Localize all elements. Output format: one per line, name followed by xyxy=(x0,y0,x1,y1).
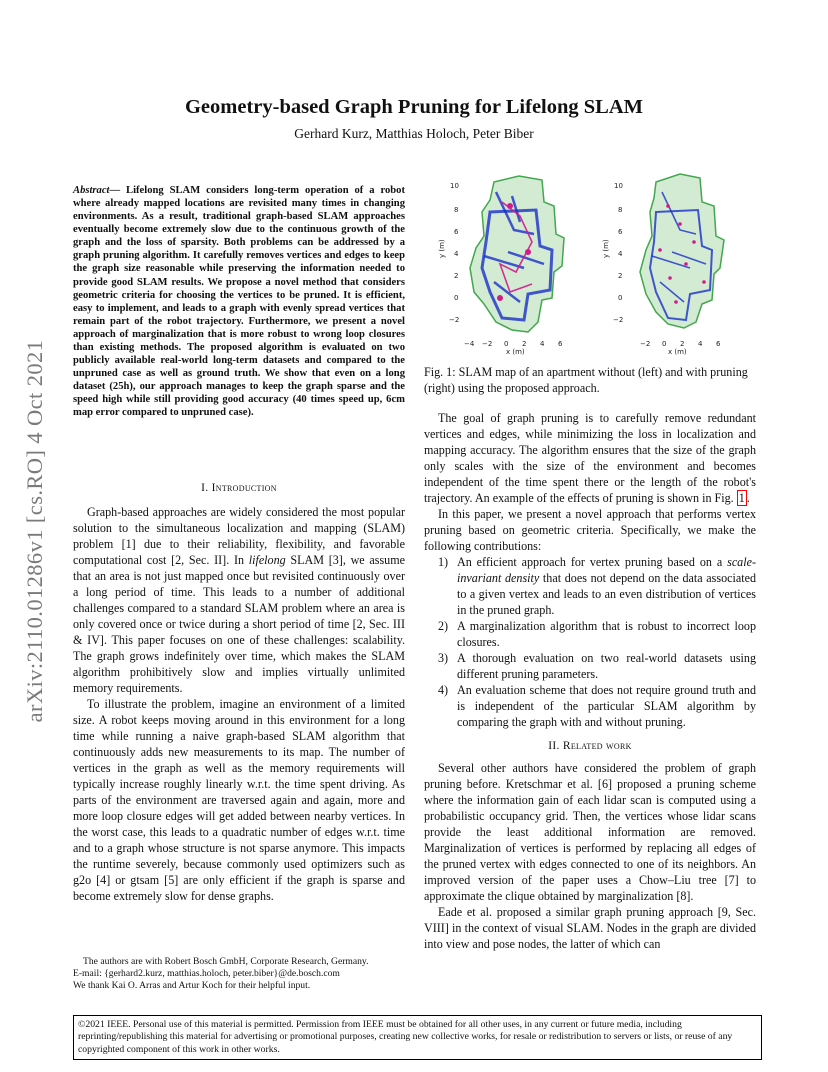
intro-paragraph-1: Graph-based approaches are widely considered the most popular solution to the simultaneous localization and mapping (SLAM) problem [1] due to their reliability, flexibility, and favorable computational cost [2, Sec. II]. In lifelong SLAM [3], we assume that an area is not just mapped once but revisited continuously over a long period of time. This leads to a number of additional challenges compared to a standard SLAM problem where an area is only covered once or twice during a short period of time [2, Sec. III & IV]. This paper focuses on one of these challenges: scalability. The graph grows indefinitely over time, which makes the SLAM algorithm prohibitively slow and implies virtually unlimited memory requirements. xyxy=(73,505,405,695)
left-ytick-6: 6 xyxy=(454,228,459,236)
right-paragraph-4: Eade et al. proposed a similar graph pruning approach [9, Sec. VIII] in the context of visual SLAM. Nodes in the graph are divided into view and pose nodes, the latter of which can xyxy=(424,905,756,951)
left-xlabel: x (m) xyxy=(506,348,525,356)
left-xtick-4: 4 xyxy=(540,340,545,348)
right-ytick-m2: −2 xyxy=(613,316,624,324)
right-paragraph-3: Several other authors have considered the problem of graph pruning before. Kretschmar et al. [6] proposed a pruning scheme where the information gain of each lidar scan is computed using a probabilistic occupancy grid. Then, the vertices whose lidar scans provide the least additional information are removed. Marginalization of vertices is performed by replacing all edges of the pruned vertex with edges connected to one of its neighbors. An improved version of the paper uses a Chow–Liu tree [7] to approximate the clique obtained by marginalization [8]. xyxy=(424,761,756,903)
plot-right-map xyxy=(640,174,724,328)
figure-1-link[interactable]: 1 xyxy=(738,491,745,505)
footnote-email: E-mail: {gerhard2.kurz, matthias.holoch, peter.biber}@de.bosch.com xyxy=(73,968,340,980)
left-xtick-2: 2 xyxy=(522,340,527,348)
copyright-notice: ©2021 IEEE. Personal use of this material is permitted. Permission from IEEE must be obtained for all other uses, in any current or future media, including reprinting/republishing this material for advertising or promotional purposes, creating new collective works, for resale or redistribution to servers or lists, or reuse of any copyrighted component of this work in other works. xyxy=(73,1015,762,1060)
left-ytick-m2: −2 xyxy=(449,316,460,324)
introduction-body xyxy=(73,504,405,904)
right-xtick-0: 0 xyxy=(662,340,667,348)
right-ytick-8: 8 xyxy=(618,206,623,214)
abstract-text: — Lifelong SLAM considers long-term operation of a robot where already mapped locations are revisited many times in changing environments. As a result, traditional graph-based SLAM approaches eventually become extremely slow due to the continuous growth of the graph and the loss of sparsity. Both problems can be addressed by a graph pruning algorithm. It carefully removes vertices and edges to keep the graph size reasonable while preserving the information needed to provide good SLAM results. We propose a novel method that considers geometric criteria for choosing the vertices to be pruned. It is efficient, easy to implement, and leads to a graph with evenly spread vertices that remain part of the robot trajectory. Furthermore, we present a novel approach of marginalization that is more robust to wrong loop closures than existing methods. The proposed algorithm is evaluated on two publicly available real-world long-term datasets and compared to the unpruned case as well as ground truth. We show that even on a long dataset (25h), our approach manages to keep the graph sparse and the speed high while still providing good accuracy (40 times speed up, 6cm map error compared to unpruned case). xyxy=(73,185,405,419)
left-ytick-2: 2 xyxy=(454,272,459,280)
contributions-list xyxy=(424,554,756,730)
left-ytick-8: 8 xyxy=(454,206,459,214)
plot-left-map xyxy=(470,176,564,332)
right-ylabel: y (m) xyxy=(602,239,610,258)
left-ylabel: y (m) xyxy=(438,239,446,258)
figure-1 xyxy=(424,172,756,360)
footnote-affiliation: The authors are with Robert Bosch GmbH, Corporate Research, Germany. xyxy=(83,956,369,967)
right-xtick-m2: −2 xyxy=(640,340,651,348)
right-xtick-4: 4 xyxy=(698,340,703,348)
contribution-item: 2) A marginalization algorithm that is robust to incorrect loop closures. xyxy=(438,619,756,649)
figure-1-caption: Fig. 1: SLAM map of an apartment without (left) and with pruning (right) using the proposed approach. xyxy=(424,365,748,395)
abstract-label: Abstract xyxy=(73,185,110,196)
abstract xyxy=(73,184,405,419)
paper-title: Geometry-based Graph Pruning for Lifelong SLAM xyxy=(184,96,644,118)
right-xtick-6: 6 xyxy=(716,340,721,348)
left-xtick-m2: −2 xyxy=(482,340,493,348)
arxiv-id: arXiv:2110.01286v1 [cs.RO] 4 Oct 2021 xyxy=(22,339,47,723)
right-ytick-0: 0 xyxy=(618,294,623,302)
right-xtick-2: 2 xyxy=(680,340,685,348)
plot-right xyxy=(602,174,724,356)
right-xlabel: x (m) xyxy=(668,348,687,356)
contribution-item: 1) An efficient approach for vertex pruning based on a scale-invariant density that does not depend on the data associated to a given vertex and leads to an even distribution of vertices in the pruned graph. xyxy=(438,555,756,617)
right-paragraph-1: The goal of graph pruning is to carefully remove redundant vertices and edges, while minimizing the loss in localization and mapping accuracy. The algorithm ensures that the size of the graph only scales with the size of the environment and becomes independent of the time spent there or the length of the robot's trajectory. An example of the effects of pruning is shown in Fig. 1 . xyxy=(424,411,756,505)
left-ytick-0: 0 xyxy=(454,294,459,302)
plot-left xyxy=(438,176,564,356)
section-heading-related-work: II. Related work xyxy=(548,740,632,752)
right-paragraph-2: In this paper, we present a novel approach that performs vertex pruning based on geometric criteria. Specifically, we make the following contributions: xyxy=(424,507,756,553)
contribution-item: 3) A thorough evaluation on two real-world datasets using different pruning parameters. xyxy=(438,651,756,681)
figure-1-plots xyxy=(424,172,756,360)
arxiv-stamp xyxy=(20,296,50,766)
left-xtick-m4: −4 xyxy=(464,340,475,348)
left-ytick-4: 4 xyxy=(454,250,459,258)
left-ytick-10: 10 xyxy=(450,182,459,190)
right-ytick-4: 4 xyxy=(618,250,623,258)
footnote-thanks: We thank Kai O. Arras and Artur Koch for their helpful input. xyxy=(73,980,311,992)
author-footnote xyxy=(73,956,413,993)
right-ytick-2: 2 xyxy=(618,272,623,280)
section-heading-introduction: I. Introduction xyxy=(201,482,277,494)
intro-paragraph-2: To illustrate the problem, imagine an environment of a limited size. A robot keeps moving around in this environment for a long time while running a naive graph-based SLAM algorithm that continuously adds new measurements to its map. The number of vertices in the graph as well as the memory requirements will typically increase roughly linearly w.r.t. the time spent driving. As parts of the environment are traversed again and again, more and more loop closure edges will get added between nearby vertices. In the worst case, this leads to a quadratic number of edges w.r.t. time and to a graph whose structure is not sparse anymore. This impacts the runtime severely, because commonly used optimizers such as g2o [4] or gtsam [5] are only efficient if the graph is sparse and become extremely slow for dense graphs. xyxy=(73,697,405,903)
left-xtick-6: 6 xyxy=(558,340,563,348)
right-ytick-6: 6 xyxy=(618,228,623,236)
author-list: Gerhard Kurz, Matthias Holoch, Peter Biber xyxy=(294,126,534,141)
contribution-item: 4) An evaluation scheme that does not require ground truth and is independent of the particular SLAM algorithm by comparing the graph with and without pruning. xyxy=(438,683,756,729)
right-ytick-10: 10 xyxy=(614,182,623,190)
left-xtick-0: 0 xyxy=(504,340,509,348)
right-column-body xyxy=(424,410,756,952)
